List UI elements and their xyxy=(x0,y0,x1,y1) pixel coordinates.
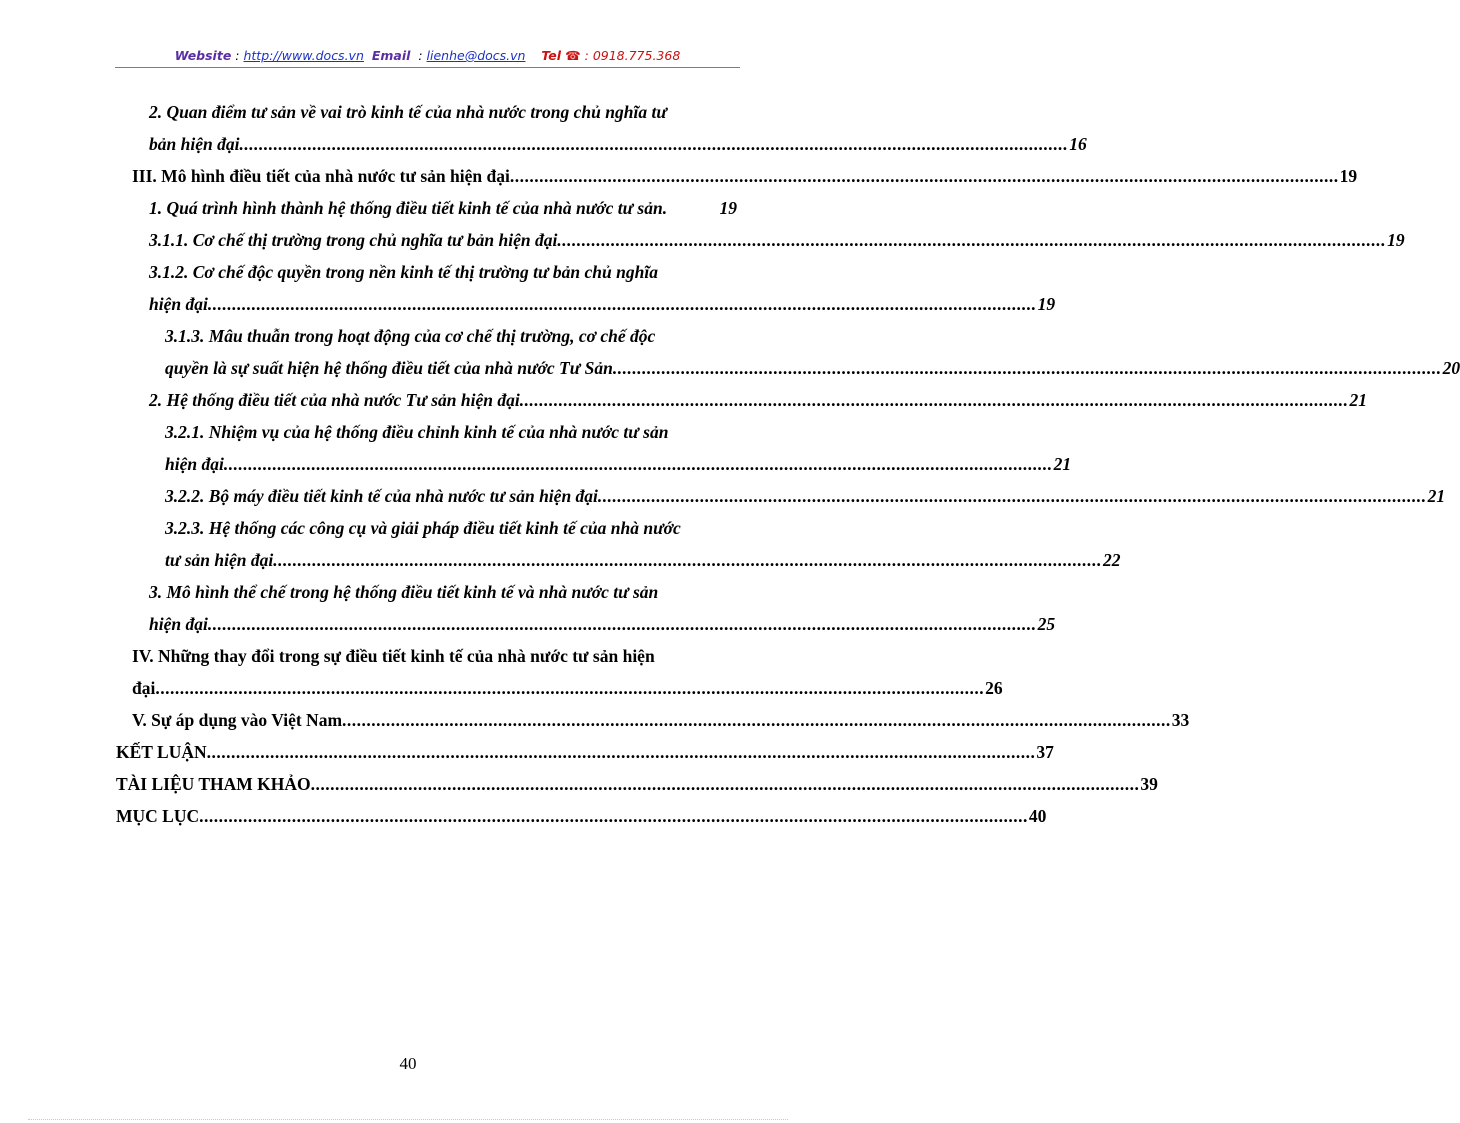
toc-entry[interactable]: V. Sự áp dụng vào Việt Nam .......................................................................................................................................................................... 33 xyxy=(132,704,737,736)
toc-entry[interactable]: IV. Những thay đổi trong sự điều tiết kinh tế của nhà nước tư sản hiện xyxy=(132,646,655,666)
toc-page-number: 19 xyxy=(719,198,737,218)
toc-entry[interactable]: 3.2.1. Nhiệm vụ của hệ thống điều chỉnh kinh tế của nhà nước tư sản xyxy=(165,422,669,442)
toc-entry[interactable]: MỤC LỤC .......................................................................................................................................................................... 40 xyxy=(116,800,737,832)
toc-entry[interactable]: 1. Quá trình hình thành hệ thống điều tiết kinh tế của nhà nước tư sản . 19 xyxy=(149,192,737,224)
toc-entry[interactable]: 3.2.2. Bộ máy điều tiết kinh tế của nhà nước tư sản hiện đại .......................................................................................................................................................................... 21 xyxy=(165,480,737,512)
tel-number: 0918.775.368 xyxy=(592,48,681,63)
toc-page-number: 22 xyxy=(1102,550,1121,570)
toc-entry[interactable]: KẾT LUẬN .......................................................................................................................................................................... 37 xyxy=(116,736,737,768)
toc-entry[interactable]: 3.1.1. Cơ chế thị trường trong chủ nghĩa tư bản hiện đại .......................................................................................................................................................................... 19 xyxy=(149,224,737,256)
toc-page-number: 16 xyxy=(1069,134,1087,154)
website-label: Website xyxy=(174,48,232,63)
toc-entry[interactable]: bản hiện đại .......................................................................................................................................................................... 16 xyxy=(149,128,737,160)
header-divider xyxy=(115,67,740,68)
toc-entry[interactable]: 3.1.2. Cơ chế độc quyền trong nền kinh tế thị trường tư bản chủ nghĩa xyxy=(149,262,658,282)
toc-entry[interactable]: hiện đại .......................................................................................................................................................................... 19 xyxy=(149,288,737,320)
toc-entry[interactable]: 3.1.3. Mâu thuẫn trong hoạt động của cơ chế thị trường, cơ chế độc xyxy=(165,326,656,346)
page-number: 40 xyxy=(399,1054,417,1073)
toc-page-number: 21 xyxy=(1349,390,1367,410)
toc-entry[interactable]: quyền là sự suất hiện hệ thống điều tiết của nhà nước Tư Sản .......................................................................................................................................................................... 20 xyxy=(165,352,737,384)
toc-entry[interactable]: 2. Quan điểm tư sản về vai trò kinh tế của nhà nước trong chủ nghĩa tư xyxy=(149,102,667,122)
toc-page-number: 39 xyxy=(1140,774,1158,794)
email-link[interactable]: lienhe@docs.vn xyxy=(426,48,526,63)
toc-page-number: 19 xyxy=(1339,166,1358,186)
toc-page-number: 21 xyxy=(1053,454,1072,474)
toc-entry[interactable]: 2. Hệ thống điều tiết của nhà nước Tư sản hiện đại .......................................................................................................................................................................... 21 xyxy=(149,384,737,416)
toc-entry[interactable]: 3.2.3. Hệ thống các công cụ và giải pháp điều tiết kinh tế của nhà nước xyxy=(165,518,681,538)
email-label: Email xyxy=(371,48,411,63)
toc-entry[interactable]: hiện đại .......................................................................................................................................................................... 25 xyxy=(149,608,737,640)
toc-page-number: 37 xyxy=(1036,742,1054,762)
toc-page-number: 20 xyxy=(1442,358,1460,378)
tel-label: Tel xyxy=(541,48,562,63)
toc-entry[interactable]: đại .......................................................................................................................................................................... 26 xyxy=(132,672,737,704)
website-link[interactable]: http://www.docs.vn xyxy=(243,48,364,63)
toc-page-number: 19 xyxy=(1387,230,1405,250)
page-header: Website : http://www.docs.vn Email : lienhe@docs.vn Tel ☎ : 0918.775.368 xyxy=(174,48,681,63)
toc-page-number: 40 xyxy=(1028,806,1047,826)
toc-entry[interactable]: TÀI LIỆU THAM KHẢO .......................................................................................................................................................................... 39 xyxy=(116,768,737,800)
toc-entry[interactable]: hiện đại .......................................................................................................................................................................... 21 xyxy=(165,448,737,480)
phone-icon: ☎ xyxy=(565,48,581,63)
toc-page-number: 26 xyxy=(985,678,1003,698)
toc-entry[interactable]: tư sản hiện đại .......................................................................................................................................................................... 22 xyxy=(165,544,737,576)
toc-page-number: 25 xyxy=(1037,614,1056,634)
toc-entry[interactable]: 3. Mô hình thể chế trong hệ thống điều tiết kinh tế và nhà nước tư sản xyxy=(149,582,659,602)
page-bottom-border xyxy=(28,1119,788,1120)
toc-page-number: 21 xyxy=(1427,486,1446,506)
toc-page-number: 33 xyxy=(1171,710,1190,730)
toc-page-number: 19 xyxy=(1037,294,1056,314)
toc-entry[interactable]: III. Mô hình điều tiết của nhà nước tư sản hiện đại .......................................................................................................................................................................... 19 xyxy=(132,160,737,192)
